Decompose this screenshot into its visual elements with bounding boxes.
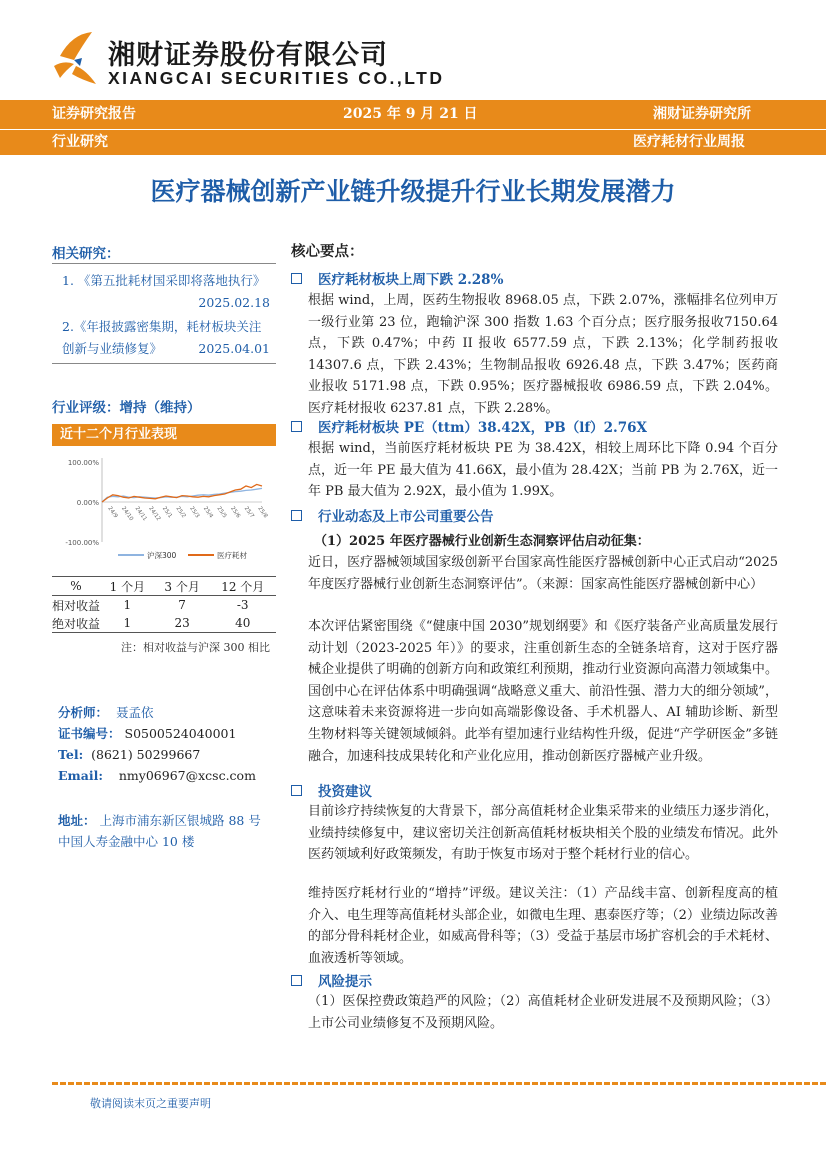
- cert-number: S0500524040001: [124, 726, 237, 741]
- y-tick-label: 100.00%: [67, 459, 99, 467]
- email-label: Email:: [58, 768, 103, 783]
- table-header-cell: 12 个月: [221, 579, 265, 594]
- table-row-label: 绝对收益: [52, 616, 101, 631]
- analyst-name: 聂孟依: [115, 705, 154, 720]
- checkbox-bullet-icon: [291, 421, 302, 432]
- related-item-date: 2025.02.18: [198, 295, 270, 310]
- series-line-medical: [102, 484, 262, 502]
- core-points-title: 核心要点：: [291, 243, 364, 260]
- address-label: 地址：: [58, 813, 96, 828]
- section-heading: [291, 780, 372, 800]
- table-cell: 1: [123, 598, 132, 612]
- checkbox-bullet-icon: [291, 785, 302, 796]
- related-research-title: 相关研究：: [52, 246, 120, 262]
- table-note: 注：相对收益与沪深 300 相比: [121, 641, 270, 654]
- x-tick-label: 25/6: [229, 505, 242, 520]
- table-row: [52, 596, 276, 615]
- x-tick-label: 25/1: [160, 505, 173, 520]
- tel-number: (8621) 50299667: [91, 747, 201, 762]
- footer-divider: [52, 1082, 826, 1085]
- x-tick-label: 25/4: [201, 505, 214, 520]
- section-heading-text: 风险提示: [318, 974, 372, 990]
- x-tick-label: 24/12: [147, 505, 162, 523]
- table-cell: 7: [178, 598, 186, 612]
- y-tick-label: 0.00%: [76, 499, 99, 507]
- x-tick-label: 24/10: [119, 505, 135, 523]
- legend-label: 沪深300: [147, 551, 177, 560]
- table-header-cell: 3 个月: [164, 579, 200, 594]
- report-date: 2025 年 9 月 21 日: [343, 106, 478, 122]
- analyst-info: [58, 702, 256, 786]
- checkbox-bullet-icon: [291, 273, 302, 284]
- analyst-label: 分析师：: [58, 705, 109, 720]
- related-item-text: 1. 《第五批耗材国采即将落地执行》: [62, 273, 266, 288]
- section-heading: [291, 268, 503, 288]
- table-header-cell: %: [70, 579, 82, 593]
- legend-label: 医疗耗材: [217, 551, 247, 560]
- x-tick-label: 25/5: [215, 505, 228, 520]
- x-tick-label: 25/2: [174, 505, 187, 520]
- checkbox-bullet-icon: [291, 510, 302, 521]
- brand-name-en: XIANGCAI SECURITIES CO.,LTD: [108, 68, 445, 88]
- table-row: [52, 614, 276, 633]
- performance-chart: [52, 450, 276, 564]
- address-line: 中国人寿金融中心 10 楼: [58, 834, 195, 849]
- x-tick-label: 25/3: [188, 505, 201, 520]
- section-paragraph: 根据 wind，当前医疗耗材板块 PE 为 38.42X，相较上周环比下降 0.94 个百分点，近一年 PE 最大值为 41.66X，最小值为 28.42X；当前 PB 为 2.76X，近一年 PB 最大值为 2.92X，最小值为 1.99X。: [308, 441, 778, 500]
- divider: [52, 363, 276, 364]
- related-item-text: 2.《年报披露密集期，耗材板块关注创新与业绩修复》: [62, 319, 262, 356]
- sub-heading: （1）2025 年医疗器械行业创新生态洞察评估启动征集：: [314, 534, 650, 549]
- report-series: 医疗耗材行业周报: [633, 134, 745, 150]
- table-header-cell: 1 个月: [109, 579, 146, 594]
- performance-table: [52, 576, 276, 633]
- divider: [52, 263, 276, 264]
- industry-rating: 行业评级：增持（维持）: [52, 400, 201, 416]
- table-cell: 40: [235, 616, 251, 630]
- section-paragraph: 目前诊疗持续恢复的大背景下，部分高值耗材企业集采带来的业绩压力逐步消化，业绩持续修复中，建议密切关注创新高值耗材板块相关个股的业绩发布情况。此外医药领域利好政策频发，有助于恢复市场对于整个耗材行业的信心。: [308, 804, 778, 863]
- address-info: [58, 810, 261, 852]
- section-paragraph: 近日，医疗器械领域国家级创新平台国家高性能医疗器械创新中心正式启动“2025 年度医疗器械行业创新生态洞察评估”。（来源：国家高性能医疗器械创新中心）: [308, 555, 778, 592]
- header-bar-bottom: [0, 129, 826, 155]
- section-heading: [291, 416, 647, 436]
- report-category: 行业研究: [52, 134, 108, 150]
- report-type: 证券研究报告: [52, 106, 136, 122]
- company-logo-icon: [52, 30, 102, 88]
- cert-label: 证书编号：: [58, 726, 121, 741]
- performance-title: 近十二个月行业表现: [52, 424, 276, 446]
- section-paragraph: 根据 wind，上周，医药生物报收 8968.05 点，下跌 2.07%，涨幅排名位列申万一级行业第 23 位，跑输沪深 300 指数 1.63 个百分点；医疗服务报收7150.64 点，下跌 0.47%；中药 II 报收 6577.59 点，下跌 2.13%；化学制药报收 14307.6 点，下跌 2.43%；生物制品报收 6926.48 点，下跌 3.47%；医药商业报收 5171.98 点，下跌 0.95%；医疗器械报收 6986.59 点，下跌 2.04%。医疗耗材报收 6237.81 点，下跌 2.28%。: [308, 293, 778, 416]
- footer-disclaimer: 敬请阅读末页之重要声明: [90, 1097, 211, 1110]
- section-heading-text: 医疗耗材板块上周下跌 2.28%: [318, 272, 504, 288]
- table-header-row: [52, 577, 276, 596]
- address-line: 上海市浦东新区银城路 88 号: [99, 813, 261, 828]
- section-heading: [291, 505, 494, 525]
- section-paragraph: （1）医保控费政策趋严的风险；（2）高值耗材企业研发进展不及预期风险；（3）上市公司业绩修复不及预期风险。: [308, 994, 778, 1031]
- page-title: 医疗器械创新产业链升级提升行业长期发展潜力: [150, 177, 676, 206]
- table-cell: -3: [236, 598, 249, 612]
- email-link[interactable]: nmy06967@xcsc.com: [118, 768, 256, 783]
- section-heading-text: 医疗耗材板块 PE（ttm）38.42X，PB（lf）2.76X: [318, 420, 647, 436]
- related-item[interactable]: [62, 316, 270, 360]
- related-item[interactable]: [62, 270, 270, 310]
- x-tick-label: 24/9: [106, 505, 119, 520]
- x-tick-label: 25/7: [242, 505, 255, 520]
- y-tick-label: -100.00%: [65, 539, 99, 547]
- brand-name-cn: 湘财证券股份有限公司: [108, 40, 388, 71]
- related-item-date: 2025.04.01: [198, 341, 270, 356]
- section-heading: [291, 970, 372, 990]
- institute-name: 湘财证券研究所: [653, 106, 751, 122]
- x-tick-label: 25/8: [256, 505, 269, 520]
- table-cell: 23: [174, 616, 190, 630]
- checkbox-bullet-icon: [291, 975, 302, 986]
- table-row-label: 相对收益: [52, 598, 101, 613]
- table-cell: 1: [123, 616, 132, 630]
- header-bar-top: [0, 100, 826, 129]
- section-heading-text: 行业动态及上市公司重要公告: [318, 509, 494, 525]
- section-paragraph: 本次评估紧密围绕《“健康中国 2030”规划纲要》和《医疗装备产业高质量发展行动计划（2023-2025 年）》的要求，注重创新生态的全链条培育，这对于医疗器械企业提供了明确的创新方向和政策红利预期，推动行业资源向高潜力领域集中。国创中心在评估体系中明确强调“战略意义重大、前沿性强、潜力大的细分领域”，这意味着未来资源将进一步向如高端影像设备、手术机器人、AI 辅助诊断、新型生物材料等关键领域倾斜。此举有望加速行业结构性升级，促进“产学研医金”多链融合，加速科技成果转化和产业化应用，推动创新医疗器械产业升级。: [308, 619, 778, 764]
- tel-label: Tel:: [58, 747, 84, 762]
- section-paragraph: 维持医疗耗材行业的“增持”评级。建议关注：（1）产品线丰富、创新程度高的植介入、电生理等高值耗材头部企业，如微电生理、惠泰医疗等；（2）业绩边际改善的部分骨科耗材企业，如威高骨科等；（3）受益于基层市场扩容机会的手术耗材、血液透析等领域。: [308, 886, 778, 966]
- x-tick-label: 24/11: [133, 505, 148, 523]
- section-heading-text: 投资建议: [318, 784, 372, 800]
